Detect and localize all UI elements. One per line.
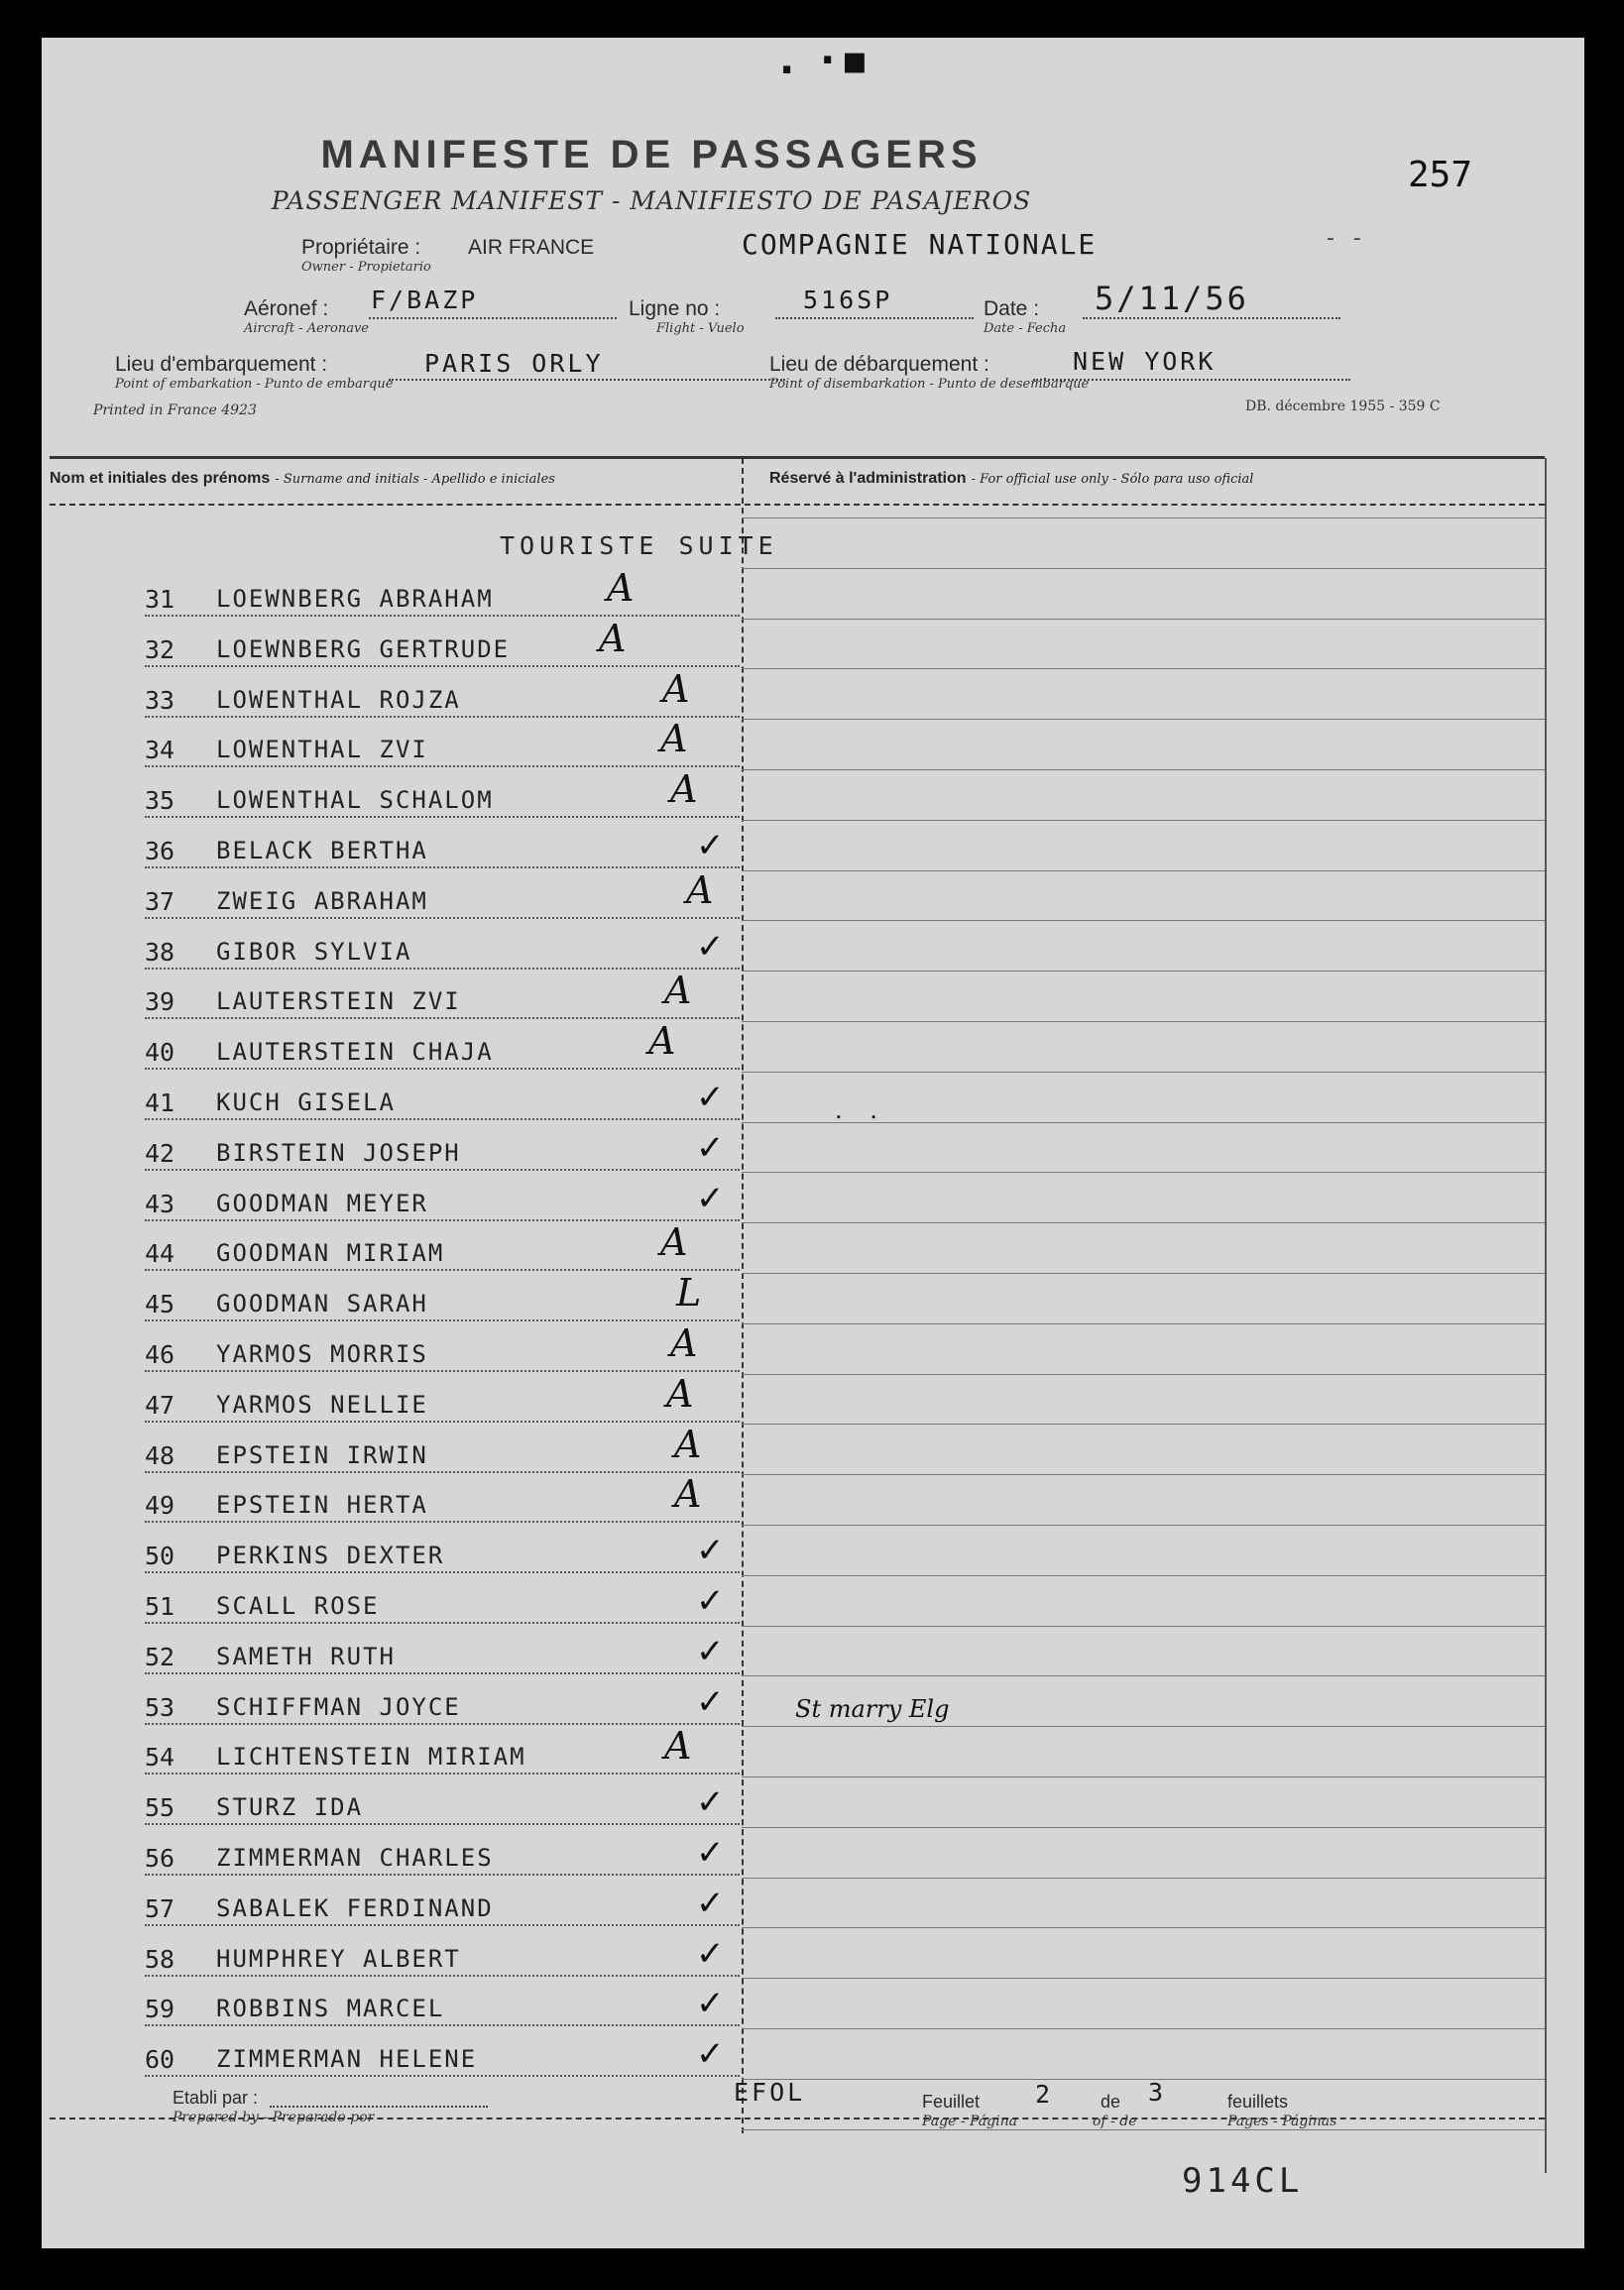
passenger-name: KUCH GISELA <box>216 1088 396 1116</box>
owner-extra: COMPAGNIE NATIONALE <box>742 228 1098 261</box>
form-code: DB. décembre 1955 - 359 C <box>1245 399 1441 414</box>
passenger-number: 32 <box>145 635 175 664</box>
embark-label: Lieu d'embarquement : <box>115 353 328 376</box>
check-mark-icon: ✓ <box>696 1179 725 1218</box>
ruled-line <box>742 1222 1545 1223</box>
row-underline <box>145 1622 740 1624</box>
owner-value: AIR FRANCE <box>468 236 595 259</box>
check-mark-icon: ✓ <box>696 1581 725 1621</box>
handwritten-mark: A <box>670 767 698 811</box>
date-value: 5/11/56 <box>1095 280 1249 317</box>
disembark-label: Lieu de débarquement : <box>769 353 989 376</box>
col2-header-italic: - For official use only - Sólo para uso oficial <box>971 472 1254 487</box>
passenger-row <box>42 1884 742 1934</box>
ruled-line <box>742 870 1545 871</box>
row-underline <box>145 1672 740 1674</box>
passenger-number: 35 <box>145 786 175 815</box>
passenger-row <box>42 1984 742 2034</box>
owner-sub: Owner - Propietario <box>301 260 431 275</box>
passenger-number: 40 <box>145 1038 175 1067</box>
passenger-name: GIBOR SYLVIA <box>216 938 412 966</box>
row-underline <box>145 1370 740 1372</box>
passenger-row <box>42 667 742 726</box>
table-header-divider <box>50 504 1545 506</box>
sheets-sub: Pages - Páginas <box>1227 2114 1337 2129</box>
passenger-name: LOWENTHAL SCHALOM <box>216 786 494 814</box>
flight-label: Ligne no : <box>629 297 721 320</box>
passenger-number: 57 <box>145 1894 175 1923</box>
row-underline <box>145 1723 740 1725</box>
passenger-number: 44 <box>145 1239 175 1268</box>
col1-header-bold: Nom et initiales des prénoms <box>50 470 271 487</box>
ruled-line <box>742 2079 1545 2080</box>
handwritten-mark: A <box>607 566 635 610</box>
row-underline <box>145 1571 740 1573</box>
row-underline <box>145 765 740 767</box>
passenger-number: 59 <box>145 1995 175 2023</box>
check-mark-icon: ✓ <box>696 826 725 865</box>
ruled-line <box>742 1575 1545 1576</box>
check-mark-icon: ✓ <box>696 927 725 967</box>
manifest-subtitle: PASSENGER MANIFEST - MANIFIESTO DE PASAJEROS <box>271 186 1032 215</box>
passenger-name: ROBBINS MARCEL <box>216 1995 445 2022</box>
passenger-number: 54 <box>145 1743 175 1772</box>
check-mark-icon: ✓ <box>696 1531 725 1570</box>
aircraft-label: Aéronef : <box>244 297 329 320</box>
handwritten-mark: A <box>666 1372 694 1416</box>
passenger-row <box>42 767 742 826</box>
ruled-line <box>742 1927 1545 1928</box>
row-underline <box>145 1219 740 1221</box>
passenger-row <box>42 1632 742 1682</box>
passenger-name: ZIMMERMAN HELENE <box>216 2045 478 2073</box>
ruled-line <box>742 1424 1545 1425</box>
passenger-number: 51 <box>145 1592 175 1621</box>
row-underline <box>145 1421 740 1423</box>
check-mark-icon: ✓ <box>696 1984 725 2023</box>
sheet-value: 2 <box>1035 2080 1054 2109</box>
passenger-row <box>42 1531 742 1581</box>
ruled-line <box>742 920 1545 921</box>
top-mark: . ·▪ <box>779 38 874 83</box>
passenger-name: SCHIFFMAN JOYCE <box>216 1693 461 1721</box>
passenger-number: 39 <box>145 987 175 1016</box>
passenger-name: BIRSTEIN JOSEPH <box>216 1139 461 1167</box>
sheet-label: Feuillet <box>922 2092 981 2112</box>
handwritten-mark: L <box>676 1271 702 1315</box>
check-mark-icon: ✓ <box>696 1078 725 1117</box>
row-underline <box>145 1319 740 1321</box>
ruled-line <box>742 1776 1545 1777</box>
passenger-name: ZIMMERMAN CHARLES <box>216 1844 494 1872</box>
passenger-row <box>42 1682 742 1733</box>
row-underline <box>145 1823 740 1825</box>
passenger-row <box>42 1581 742 1632</box>
passenger-row <box>42 927 742 977</box>
passenger-number: 52 <box>145 1643 175 1671</box>
prepared-value: EFOL <box>734 2078 806 2107</box>
passenger-row <box>42 1179 742 1229</box>
passenger-name: LOWENTHAL ROJZA <box>216 686 461 714</box>
col1-header <box>50 468 555 488</box>
of-label: de <box>1101 2092 1121 2112</box>
manifest-title: MANIFESTE DE PASSAGERS <box>320 133 983 176</box>
ruled-line <box>742 1827 1545 1828</box>
row-underline <box>145 665 740 667</box>
passenger-row <box>42 1472 742 1531</box>
embark-value: PARIS ORLY <box>424 349 604 378</box>
passenger-row <box>42 1423 742 1481</box>
ruled-line <box>742 517 1545 518</box>
passenger-number: 36 <box>145 837 175 865</box>
row-underline <box>145 1118 740 1120</box>
passenger-name: LICHTENSTEIN MIRIAM <box>216 1743 526 1771</box>
passenger-row <box>42 1833 742 1884</box>
passenger-name: LAUTERSTEIN CHAJA <box>216 1038 494 1066</box>
ruled-line <box>742 971 1545 972</box>
passenger-number: 42 <box>145 1139 175 1168</box>
table-right-edge <box>1545 458 1547 2173</box>
passenger-row <box>42 1078 742 1128</box>
passenger-number: 53 <box>145 1693 175 1722</box>
passenger-row <box>42 1019 742 1078</box>
passenger-number: 48 <box>145 1441 175 1470</box>
prepared-sub: Prepared by - Preparado por <box>173 2110 375 2125</box>
passenger-number: 47 <box>145 1391 175 1420</box>
handwritten-mark: A <box>674 1423 702 1466</box>
passenger-row <box>42 868 742 927</box>
passenger-name: HUMPHREY ALBERT <box>216 1945 461 1973</box>
ruled-line <box>742 1072 1545 1073</box>
row-underline <box>145 816 740 818</box>
check-mark-icon: ✓ <box>696 1632 725 1671</box>
date-underline <box>1083 317 1340 319</box>
row-underline <box>145 1269 740 1271</box>
col2-header <box>769 468 1253 488</box>
check-mark-icon: ✓ <box>696 1934 725 1974</box>
passenger-number: 46 <box>145 1340 175 1369</box>
column-divider <box>742 458 744 2133</box>
row-underline <box>145 1874 740 1876</box>
row-underline <box>145 1169 740 1171</box>
passenger-row <box>42 1321 742 1380</box>
handwritten-mark: A <box>674 1472 702 1516</box>
row-underline <box>145 1924 740 1926</box>
total-value: 3 <box>1148 2078 1167 2107</box>
ruled-line <box>742 1675 1545 1676</box>
ruled-line <box>742 1172 1545 1173</box>
ruled-line <box>742 719 1545 720</box>
passenger-row <box>42 1220 742 1279</box>
passenger-row <box>42 717 742 775</box>
row-underline <box>145 1471 740 1473</box>
row-underline <box>145 716 740 718</box>
page-number: 257 <box>1408 155 1473 195</box>
passenger-row <box>42 2034 742 2085</box>
passenger-name: GOODMAN MEYER <box>216 1190 428 1217</box>
ruled-line <box>742 769 1545 770</box>
dash-mark: - - <box>1327 226 1367 251</box>
passenger-name: LAUTERSTEIN ZVI <box>216 987 461 1015</box>
row-underline <box>145 615 740 617</box>
passenger-name: SCALL ROSE <box>216 1592 380 1620</box>
col2-header-bold: Réservé à l'administration <box>769 470 967 487</box>
ruled-line <box>742 1626 1545 1627</box>
owner-label: Propriétaire : <box>301 236 421 259</box>
passenger-name: YARMOS NELLIE <box>216 1391 428 1419</box>
passenger-row <box>42 1271 742 1329</box>
passenger-row <box>42 1372 742 1431</box>
check-mark-icon: ✓ <box>696 1128 725 1168</box>
manifest-page <box>42 38 1584 2248</box>
flight-value: 516SP <box>803 286 893 314</box>
ruled-line <box>742 1726 1545 1727</box>
flight-underline <box>775 317 974 319</box>
row54-handwritten-note: St marry Elg <box>795 1695 950 1723</box>
handwritten-mark: A <box>660 717 688 760</box>
passenger-name: LOWENTHAL ZVI <box>216 736 428 763</box>
ruled-line <box>742 2028 1545 2029</box>
passenger-number: 43 <box>145 1190 175 1218</box>
check-mark-icon: ✓ <box>696 1833 725 1873</box>
embark-underline <box>389 379 785 381</box>
aircraft-value: F/BAZP <box>371 286 479 314</box>
passenger-name: STURZ IDA <box>216 1793 364 1821</box>
row-underline <box>145 2024 740 2026</box>
passenger-name: SABALEK FERDINAND <box>216 1894 494 1922</box>
passenger-row <box>42 1934 742 1985</box>
passenger-row <box>42 1128 742 1179</box>
aircraft-underline <box>369 317 617 319</box>
passenger-number: 33 <box>145 686 175 715</box>
row-underline <box>145 1975 740 1977</box>
row-underline <box>145 968 740 970</box>
handwritten-mark: A <box>648 1019 676 1063</box>
bottom-code: 914CL <box>1182 2161 1304 2201</box>
passenger-name: LOEWNBERG ABRAHAM <box>216 585 494 613</box>
prepared-label: Etabli par : <box>173 2088 259 2108</box>
passenger-number: 45 <box>145 1290 175 1318</box>
passenger-number: 55 <box>145 1793 175 1822</box>
passenger-number: 56 <box>145 1844 175 1873</box>
passenger-name: PERKINS DEXTER <box>216 1542 445 1569</box>
passenger-name: BELACK BERTHA <box>216 837 428 864</box>
row-underline <box>145 866 740 868</box>
passenger-name: ZWEIG ABRAHAM <box>216 887 428 915</box>
handwritten-mark: A <box>664 1724 692 1768</box>
of-sub: of - de <box>1093 2114 1137 2129</box>
disembark-sub: Point of disembarkation - Punto de desembarque <box>769 377 1090 392</box>
col1-header-italic: - Surname and initials - Apellido e iniciales <box>275 472 555 487</box>
handwritten-mark: A <box>662 667 690 711</box>
passenger-row <box>42 1724 742 1782</box>
ruled-line <box>742 820 1545 821</box>
table-top-border <box>50 456 1545 459</box>
passenger-number: 34 <box>145 736 175 764</box>
row-underline <box>145 1773 740 1775</box>
ruled-line <box>742 1323 1545 1324</box>
handwritten-mark: A <box>686 868 714 912</box>
check-mark-icon: ✓ <box>696 1782 725 1822</box>
flight-sub: Flight - Vuelo <box>656 321 745 336</box>
ruled-line <box>742 1878 1545 1879</box>
passenger-number: 50 <box>145 1542 175 1570</box>
row-underline <box>145 1068 740 1070</box>
passenger-number: 38 <box>145 938 175 967</box>
check-mark-icon: ✓ <box>696 1682 725 1722</box>
sheet-sub: Page - Página <box>922 2114 1017 2129</box>
printed-in: Printed in France 4923 <box>93 402 257 418</box>
date-sub: Date - Fecha <box>984 321 1067 336</box>
sheets-label: feuillets <box>1227 2092 1289 2112</box>
row42-dots: . . <box>835 1096 887 1124</box>
row-underline <box>145 1521 740 1523</box>
prepared-underline <box>270 2106 488 2108</box>
passenger-row <box>42 566 742 625</box>
handwritten-mark: A <box>670 1321 698 1365</box>
passenger-name: GOODMAN MIRIAM <box>216 1239 445 1267</box>
date-label: Date : <box>984 297 1040 320</box>
check-mark-icon: ✓ <box>696 1884 725 1923</box>
passenger-row <box>42 617 742 675</box>
passenger-number: 37 <box>145 887 175 916</box>
row-underline <box>145 2075 740 2077</box>
aircraft-sub: Aircraft - Aeronave <box>244 321 369 336</box>
ruled-line <box>742 2129 1545 2130</box>
passenger-number: 60 <box>145 2045 175 2074</box>
ruled-line <box>742 1978 1545 1979</box>
passenger-row <box>42 1782 742 1833</box>
passenger-row <box>42 969 742 1027</box>
ruled-line <box>742 1021 1545 1022</box>
passenger-name: GOODMAN SARAH <box>216 1290 428 1317</box>
handwritten-mark: A <box>660 1220 688 1264</box>
passenger-row <box>42 826 742 876</box>
passenger-number: 31 <box>145 585 175 614</box>
ruled-line <box>742 619 1545 620</box>
ruled-line <box>742 1273 1545 1274</box>
passenger-number: 58 <box>145 1945 175 1974</box>
handwritten-mark: A <box>599 617 627 660</box>
check-mark-icon: ✓ <box>696 2034 725 2074</box>
ruled-line <box>742 668 1545 669</box>
passenger-name: YARMOS MORRIS <box>216 1340 428 1368</box>
row-underline <box>145 917 740 919</box>
disembark-value: NEW YORK <box>1073 347 1217 376</box>
section-label: TOURISTE SUITE <box>500 531 778 560</box>
passenger-number: 49 <box>145 1491 175 1520</box>
passenger-number: 41 <box>145 1088 175 1117</box>
embark-sub: Point of embarkation - Punto de embarque <box>115 377 394 392</box>
ruled-line <box>742 1474 1545 1475</box>
passenger-name: EPSTEIN IRWIN <box>216 1441 428 1469</box>
ruled-line <box>742 1374 1545 1375</box>
passenger-name: LOEWNBERG GERTRUDE <box>216 635 511 663</box>
ruled-line <box>742 1525 1545 1526</box>
handwritten-mark: A <box>664 969 692 1012</box>
passenger-name: SAMETH RUTH <box>216 1643 396 1670</box>
ruled-line <box>742 568 1545 569</box>
passenger-name: EPSTEIN HERTA <box>216 1491 428 1519</box>
